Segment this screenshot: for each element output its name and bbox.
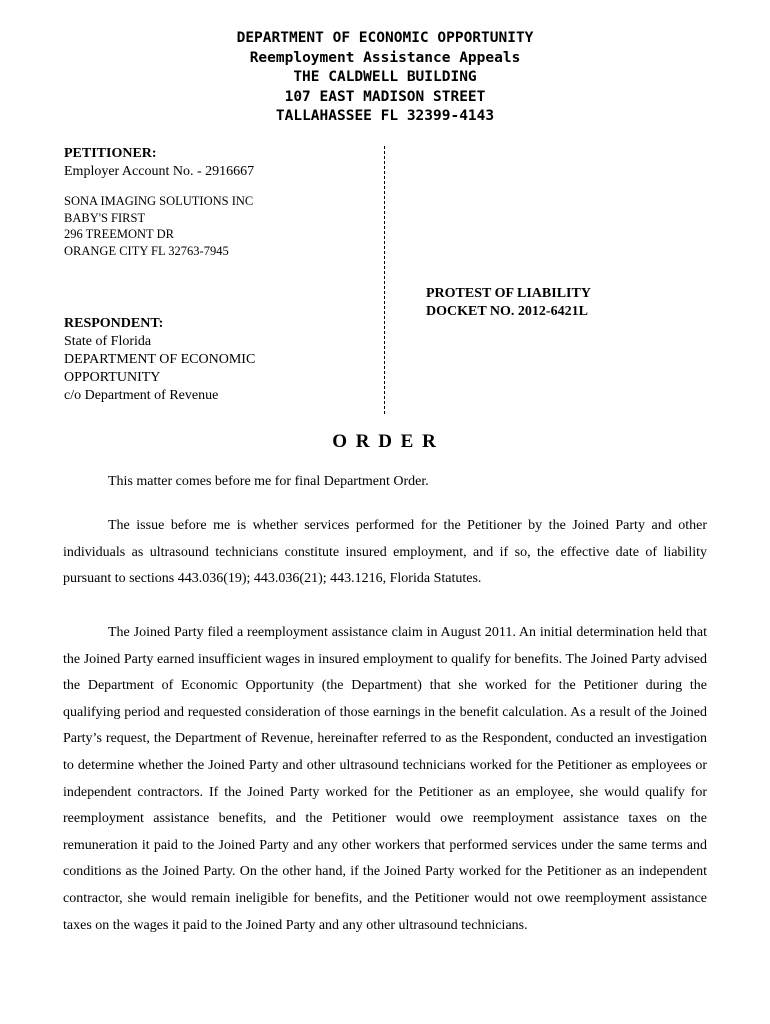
building-name: THE CALDWELL BUILDING [293,69,477,85]
case-caption-docket [426,285,591,321]
petitioner-address-line: SONA IMAGING SOLUTIONS INC [64,194,254,208]
street-address: 107 EAST MADISON STREET [284,88,486,105]
agency-header [0,29,770,127]
case-caption-parties [64,145,364,405]
docket-number: DOCKET NO. 2012-6421L [426,304,588,319]
employer-account: Employer Account No. - 2916667 [64,164,255,179]
order-title: O R D E R [332,431,438,452]
background-paragraph: The Joined Party filed a reemployment assistance claim in August 2011. An initial determination held that the Joined Party earned insufficient wages in insured employment to qualify for benefits. The Joined Party advised the Department of Economic Opportunity (the Department) that she worked for the Petitioner during the qualifying period and requested consideration of those earnings in the benefit calculation. As a result of the Joined Party’s request, the Department of Revenue, hereinafter referred to as the Respondent, conducted an investigation to determine whether the Joined Party and other ultrasound technicians worked for the Petitioner as employees or independent contractors. If the Joined Party worked for the Petitioner as an employee, she would qualify for reemployment assistance benefits, and the Petitioner would owe reemployment assistance taxes on the remuneration it paid to the Joined Party and any other workers that performed services under the same terms and conditions as the Joined Party. On the other hand, if the Joined Party worked for the Petitioner as an independent contractor, she would remain ineligible for benefits, and the Petitioner would not owe reemployment assistance taxes on the wages it paid to the Joined Party and any other ultrasound technicians. [63,625,707,933]
respondent-line: OPPORTUNITY [64,370,161,385]
issue-paragraph: The issue before me is whether services performed for the Petitioner by the Joined Party and other individuals as ultrasound technicians constitute insured employment, and if so, the effective date of liability pursuant to sections 443.036(19); 443.036(21); 443.1216, Florida Statutes. [63,518,707,587]
case-type: PROTEST OF LIABILITY [426,286,591,301]
respondent-line: c/o Department of Revenue [64,388,219,403]
caption-divider [384,146,385,414]
respondent-line: DEPARTMENT OF ECONOMIC [64,352,256,367]
city-state-zip: TALLAHASSEE FL 32399-4143 [275,108,495,124]
respondent-label: RESPONDENT: [64,316,164,331]
petitioner-address-line: 296 TREEMONT DR [64,227,174,241]
petitioner-label: PETITIONER: [64,146,157,161]
agency-name: DEPARTMENT OF ECONOMIC OPPORTUNITY [236,30,534,46]
petitioner-address-line: BABY'S FIRST [64,210,146,225]
agency-division: Reemployment Assistance Appeals [249,49,521,66]
respondent-line: State of Florida [64,334,152,349]
petitioner-address-line: ORANGE CITY FL 32763-7945 [64,243,229,258]
order-intro: This matter comes before me for final Department Order. [108,474,429,489]
